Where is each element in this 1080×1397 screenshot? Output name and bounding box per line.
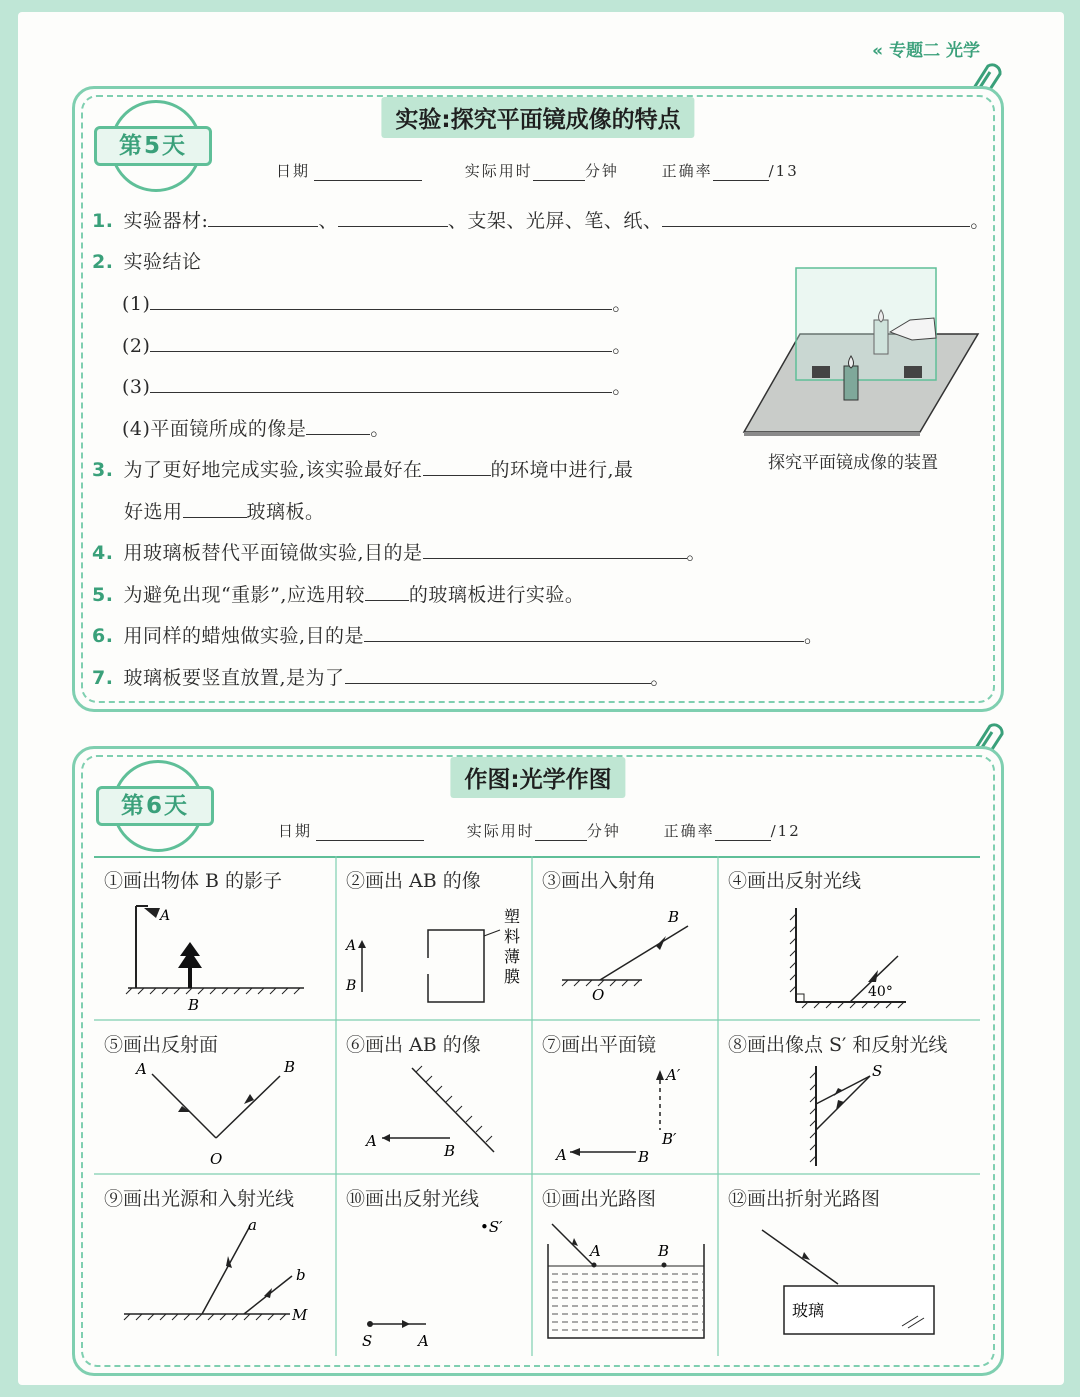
svg-text:B: B [658, 1242, 670, 1260]
cell-reflection-from-image[interactable]: ⑩画出反射光线 •S′ S A [346, 1188, 503, 1350]
cell-plastic-film-image[interactable]: ②画出 AB 的像 A B 塑 料 薄 膜 [336, 856, 532, 1020]
answer-blank[interactable] [662, 208, 970, 227]
svg-text:塑: 塑 [504, 907, 521, 926]
question-5: 5. 为避免出现“重影”,应选用较 的玻璃板进行实验。 [92, 584, 585, 606]
answer-blank[interactable] [150, 374, 612, 393]
time-field[interactable] [533, 164, 585, 181]
answer-blank[interactable] [365, 582, 409, 601]
time-field[interactable] [535, 824, 587, 841]
answer-blank[interactable] [183, 499, 247, 518]
answer-blank[interactable] [150, 333, 612, 352]
svg-text:S: S [872, 1062, 883, 1080]
answer-blank[interactable] [364, 623, 804, 642]
svg-text:40°: 40° [868, 984, 893, 1000]
svg-text:A: A [346, 938, 357, 954]
mirror-apparatus-figure [740, 262, 984, 442]
svg-text:b: b [296, 1266, 306, 1284]
cell-light-source[interactable]: ⑨画出光源和入射光线 a b M [104, 1188, 308, 1324]
breadcrumb: « 专题二 光学 [872, 41, 980, 61]
cell-draw-mirror[interactable]: ⑦画出平面镜 A′ B′ A B [542, 1034, 681, 1166]
svg-text:A: A [556, 1146, 567, 1164]
svg-text:•S′: •S′ [480, 1218, 503, 1236]
svg-text:A: A [418, 1332, 429, 1350]
svg-text:A: A [366, 1132, 377, 1150]
conclusion-2: (2) 。 [122, 335, 632, 357]
conclusion-1: (1) 。 [122, 293, 632, 315]
accuracy-field[interactable] [713, 164, 769, 181]
cell-refraction-path[interactable]: ⑫画出折射光路图 玻璃 [718, 1174, 980, 1356]
svg-text:料: 料 [504, 927, 521, 946]
svg-text:S: S [362, 1332, 373, 1350]
question-2: 2. 实验结论 [92, 251, 202, 273]
day6-badge: 第6天 [96, 760, 214, 860]
conclusion-4: (4)平面镜所成的像是 。 [122, 418, 390, 440]
section-title: 作图:光学作图 [450, 757, 625, 798]
cell-reflected-ray[interactable]: ④画出反射光线 40° [718, 856, 980, 1020]
svg-text:薄: 薄 [504, 947, 521, 966]
svg-text:A: A [160, 908, 171, 924]
svg-text:B: B [638, 1148, 650, 1166]
drawing-grid [94, 856, 980, 1356]
answer-blank[interactable] [345, 665, 651, 684]
answer-blank[interactable] [150, 291, 612, 310]
svg-text:O: O [210, 1150, 223, 1168]
cell-mirror-image[interactable]: ⑥画出 AB 的像 A B [336, 1020, 532, 1174]
svg-text:a: a [248, 1216, 257, 1234]
answer-blank[interactable] [208, 208, 318, 227]
question-3: 3. 为了更好地完成实验,该实验最好在 的环境中进行,最 [92, 459, 634, 481]
conclusion-3: (3) 。 [122, 376, 632, 398]
answer-blank[interactable] [338, 208, 448, 227]
svg-text:A: A [590, 1242, 601, 1260]
cell-light-path[interactable]: ⑪画出光路图 A B [532, 1174, 718, 1356]
answer-blank[interactable] [423, 540, 687, 559]
svg-text:B: B [668, 908, 680, 926]
answer-blank[interactable] [306, 416, 370, 435]
svg-text:B′: B′ [662, 1130, 677, 1148]
figure-caption: 探究平面镜成像的装置 [768, 453, 938, 473]
accuracy-field[interactable] [715, 824, 771, 841]
svg-text:A: A [136, 1060, 147, 1078]
svg-text:M: M [292, 1306, 308, 1324]
cell-image-point[interactable]: ⑧画出像点 S′ 和反射光线 S [718, 1020, 980, 1174]
answer-blank[interactable] [423, 457, 491, 476]
question-7: 7. 玻璃板要竖直放置,是为了 。 [92, 667, 671, 689]
svg-text:A′: A′ [666, 1066, 681, 1084]
svg-text:B: B [346, 978, 357, 994]
svg-text:玻璃: 玻璃 [792, 1301, 825, 1320]
cell-reflecting-surface[interactable]: ⑤画出反射面 A B O [104, 1034, 296, 1168]
question-6: 6. 用同样的蜡烛做实验,目的是 。 [92, 625, 824, 647]
date-field[interactable] [314, 164, 422, 181]
question-3-cont: 好选用 玻璃板。 [124, 501, 325, 523]
svg-text:膜: 膜 [504, 967, 521, 986]
day6-meta: 日期 实际用时 分钟 正确率 /12 [278, 822, 801, 840]
day5-meta: 日期 实际用时 分钟 正确率 /13 [276, 162, 799, 180]
cell-shadow[interactable]: ①画出物体 B 的影子 A B [94, 856, 336, 1020]
svg-text:B: B [188, 996, 200, 1014]
section-title: 实验:探究平面镜成像的特点 [381, 97, 694, 138]
svg-text:O: O [592, 986, 605, 1004]
day5-badge: 第5天 [94, 100, 212, 200]
question-1: 1. 实验器材: 、 、支架、光屏、笔、纸、 。 [92, 210, 990, 232]
svg-text:B: B [284, 1058, 296, 1076]
cell-incidence-angle[interactable]: ③画出入射角 B O [532, 856, 718, 1020]
question-4: 4. 用玻璃板替代平面镜做实验,目的是 。 [92, 542, 707, 564]
svg-text:B: B [444, 1142, 456, 1160]
date-field[interactable] [316, 824, 424, 841]
